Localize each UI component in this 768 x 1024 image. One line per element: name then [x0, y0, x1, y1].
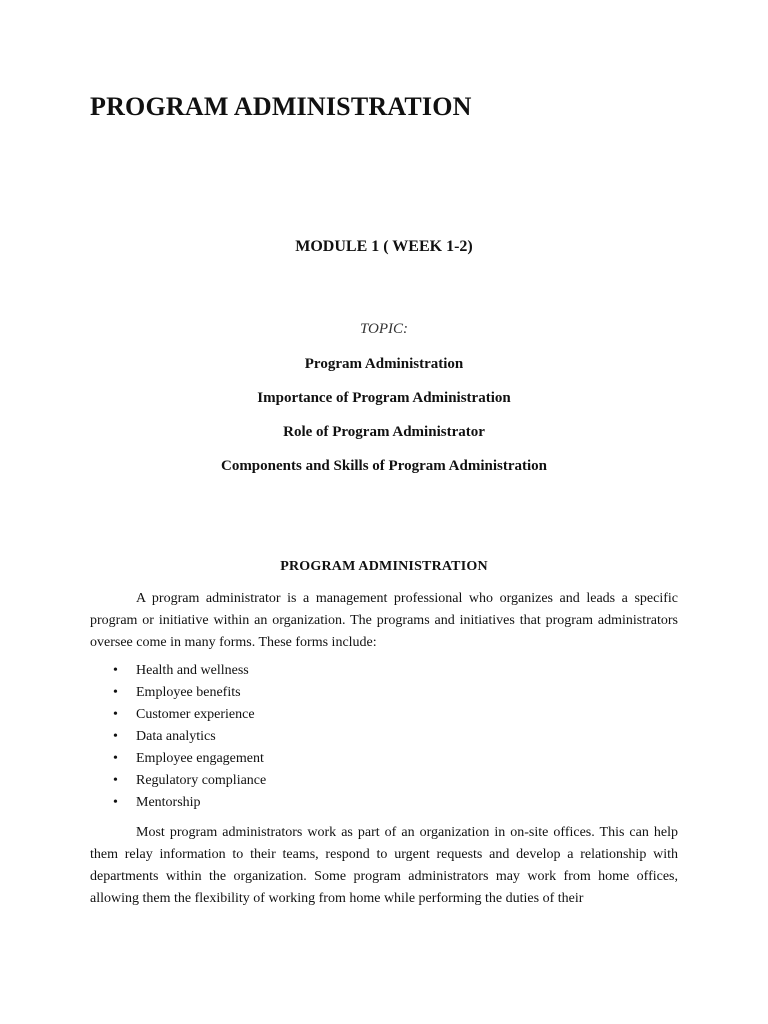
- list-item-text: Employee benefits: [136, 685, 241, 700]
- bullet-icon: •: [113, 685, 118, 700]
- list-item: [90, 660, 266, 682]
- list-item-text: Health and wellness: [136, 663, 249, 678]
- bullet-icon: •: [113, 773, 118, 788]
- list-item-text: Regulatory compliance: [136, 773, 267, 788]
- intro-paragraph: A program administrator is a management professional who organizes and leads a specific program or initiative within an organization. The programs and initiatives that program administrators oversee come in many forms. These forms include:: [90, 591, 678, 650]
- list-item-text: Customer experience: [136, 707, 255, 722]
- topic-list: [0, 354, 768, 490]
- topic-label: TOPIC:: [359, 321, 409, 337]
- document-title: PROGRAM ADMINISTRATION: [90, 92, 472, 121]
- list-item-text: Mentorship: [136, 795, 201, 810]
- list-item: [90, 770, 266, 792]
- bullet-icon: •: [113, 795, 118, 810]
- module-heading: MODULE 1 ( WEEK 1-2): [295, 238, 473, 255]
- list-item: [90, 726, 266, 748]
- program-forms-list: [90, 660, 266, 814]
- body-paragraph: Most program administrators work as part of an organization in on-site offices. This can help them relay information to their teams, respond to urgent requests and develop a relationship with departments within the organization. Some program administrators may work from home offices, allowing them the flexibility of working from home while performing the duties of their: [90, 825, 678, 906]
- topic-item: Components and Skills of Program Administration: [220, 458, 547, 474]
- list-item: [90, 682, 266, 704]
- list-item-text: Employee engagement: [136, 751, 264, 766]
- list-item: [90, 792, 266, 814]
- topic-item: Program Administration: [304, 356, 464, 372]
- bullet-icon: •: [113, 751, 118, 766]
- list-item: [90, 704, 266, 726]
- list-item-text: Data analytics: [136, 729, 216, 744]
- topic-item: Importance of Program Administration: [257, 390, 511, 406]
- section-heading: PROGRAM ADMINISTRATION: [280, 559, 488, 574]
- bullet-icon: •: [113, 729, 118, 744]
- list-item: [90, 748, 266, 770]
- bullet-icon: •: [113, 707, 118, 722]
- bullet-icon: •: [113, 663, 118, 678]
- topic-item: Role of Program Administrator: [283, 424, 485, 440]
